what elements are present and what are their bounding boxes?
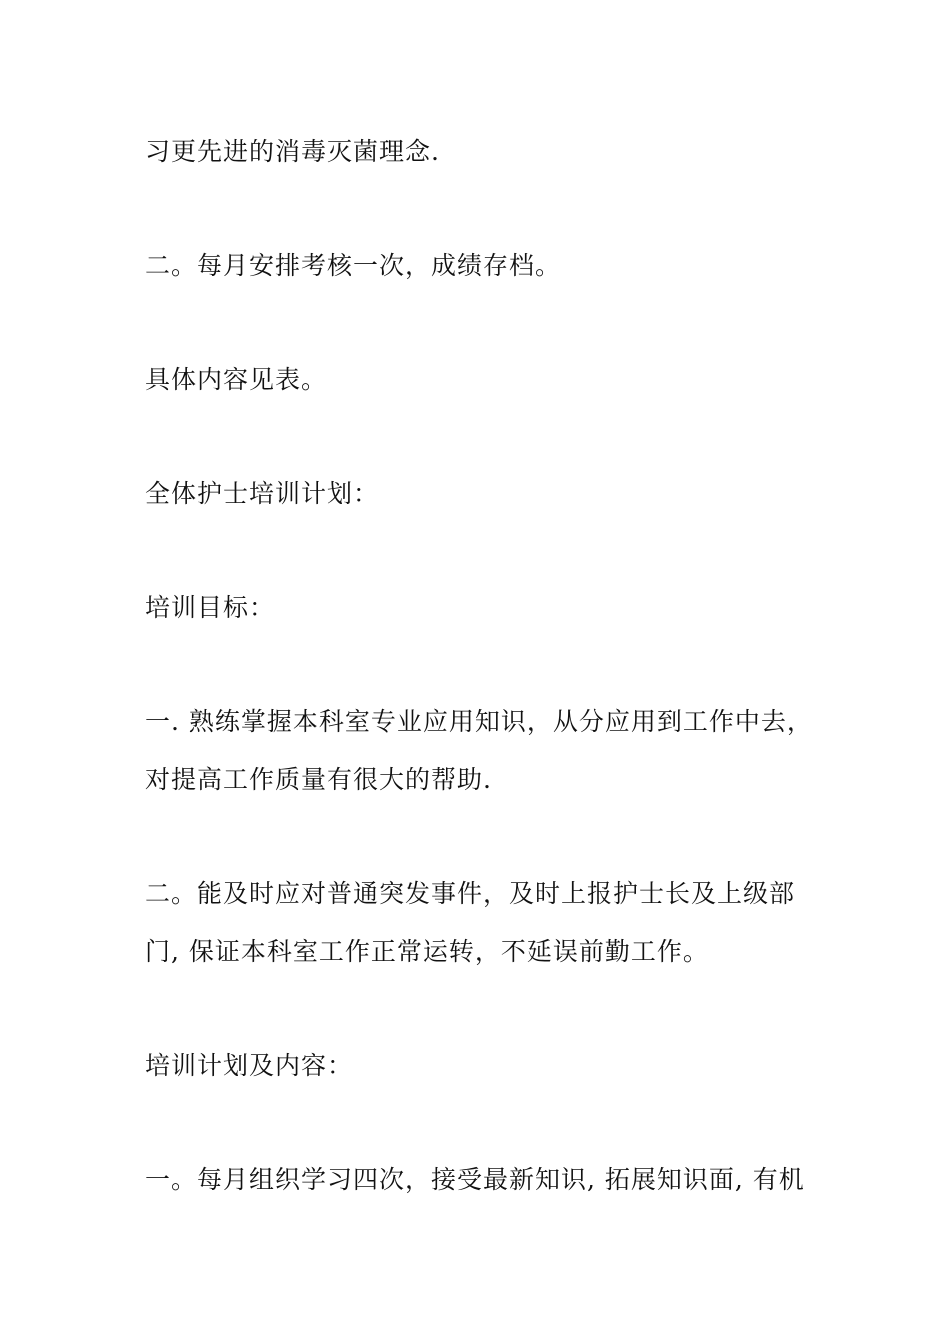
paragraph-line: 对提高工作质量有很大的帮助. (145, 765, 492, 794)
paragraph-line: 习更先进的消毒灭菌理念. (145, 137, 440, 166)
paragraph-line: 门, 保证本科室工作正常运转，不延误前勤工作。 (145, 937, 709, 966)
subsection-heading: 培训目标： (145, 593, 276, 622)
paragraph-line: 具体内容见表。 (145, 365, 328, 394)
section-heading: 全体护士培训计划： (145, 479, 380, 508)
paragraph-line: 一. 熟练掌握本科室专业应用知识，从分应用到工作中去， (145, 707, 813, 736)
paragraph-line: 二。每月安排考核一次，成绩存档。 (145, 251, 562, 280)
paragraph-line: 二。能及时应对普通突发事件，及时上报护士长及上级部 (145, 879, 796, 908)
subsection-heading: 培训计划及内容： (145, 1051, 354, 1080)
paragraph-line: 一。每月组织学习四次，接受最新知识, 拓展知识面, 有机 (145, 1165, 805, 1194)
